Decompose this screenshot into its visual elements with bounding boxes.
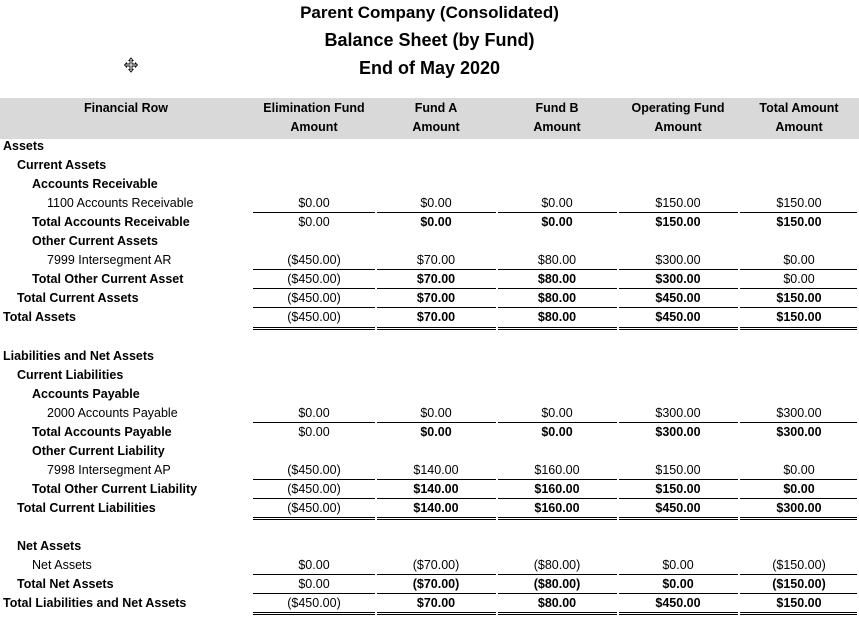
move-cursor-icon [124,57,138,73]
row-label: Liabilities and Net Assets [3,348,154,363]
amount-cell: $0.00 [298,405,330,420]
amount-cell: $300.00 [655,272,701,287]
amount-cell: $160.00 [534,462,580,477]
amount-cell: $0.00 [298,215,330,230]
table-row [0,213,859,232]
row-label: Net Assets [32,558,92,573]
amount-cell: $0.00 [420,405,452,420]
column-header-line2: Amount [775,120,823,134]
amount-cell: $150.00 [776,215,822,230]
column-header-3 [502,98,612,139]
amount-cell: $150.00 [655,215,701,230]
row-label: Other Current Assets [32,234,158,249]
amount-cell: $0.00 [541,196,573,211]
company-name: Parent Company (Consolidated) [300,3,559,22]
table-row [0,499,859,518]
amount-cell: ($70.00) [412,577,460,592]
table-row [0,156,859,175]
row-label: 2000 Accounts Payable [47,405,178,420]
double-underline [377,612,496,615]
amount-cell: $0.00 [298,558,330,573]
table-row [0,251,859,270]
column-header-line2: Amount [290,120,338,134]
amount-cell: $0.00 [298,424,330,439]
amount-cell: $70.00 [416,310,456,325]
column-header-4 [618,98,738,139]
amount-cell: $450.00 [655,310,701,325]
amount-cell: $140.00 [413,500,459,515]
amount-cell: $150.00 [776,291,822,306]
table-row [0,442,859,461]
column-header-line1: Financial Row [83,101,169,115]
amount-cell: ($450.00) [287,291,341,306]
amount-cell: $150.00 [776,196,822,211]
amount-cell: $140.00 [413,462,459,477]
amount-cell: ($450.00) [287,310,341,325]
amount-cell: $70.00 [416,253,456,268]
row-label: Total Assets [3,310,76,325]
amount-cell: $300.00 [655,253,701,268]
table-row [0,289,859,308]
table-row [0,175,859,194]
table-row [0,308,859,327]
table-row [0,232,859,251]
row-label: Total Current Liabilities [17,500,156,515]
amount-cell: $0.00 [420,215,452,230]
column-header-line2: Amount [412,120,460,134]
amount-cell: ($450.00) [287,253,341,268]
row-label: Current Liabilities [17,367,124,382]
amount-cell: ($70.00) [412,558,460,573]
amount-cell: $80.00 [537,596,577,611]
amount-cell: $70.00 [416,291,456,306]
amount-cell: $0.00 [662,577,694,592]
table-row [0,270,859,289]
amount-cell: ($150.00) [772,577,826,592]
row-label: Accounts Payable [32,386,140,401]
row-label: Total Accounts Payable [32,424,172,439]
row-label: Net Assets [17,539,82,554]
column-header-line1: Operating Fund [631,101,725,115]
amount-cell: $150.00 [655,462,701,477]
amount-cell: $300.00 [776,500,822,515]
amount-cell: ($150.00) [772,558,826,573]
amount-cell: $0.00 [298,577,330,592]
row-label: 7998 Intersegment AP [47,462,171,477]
amount-cell: $70.00 [416,596,456,611]
table-row [0,328,859,347]
amount-cell: $0.00 [783,481,815,496]
column-header-line2: Amount [533,120,581,134]
amount-cell: ($450.00) [287,481,341,496]
amount-cell: ($450.00) [287,272,341,287]
amount-cell: ($80.00) [533,577,581,592]
table-row [0,137,859,156]
row-label: 1100 Accounts Receivable [47,196,194,211]
row-label: Total Net Assets [17,577,114,592]
amount-cell: $150.00 [655,481,701,496]
column-header-line2: Amount [654,120,702,134]
amount-cell: $80.00 [537,253,577,268]
double-underline [619,612,738,615]
table-row [0,385,859,404]
table-row [0,347,859,366]
report-title: Balance Sheet (by Fund) [324,30,535,50]
table-row [0,404,859,423]
column-header-line1: Fund A [414,101,458,115]
amount-cell: $0.00 [783,462,815,477]
amount-cell: $0.00 [541,405,573,420]
amount-cell: $0.00 [662,558,694,573]
amount-cell: $150.00 [776,310,822,325]
report-period: End of May 2020 [358,58,501,78]
amount-cell: $0.00 [420,424,452,439]
double-underline [740,612,857,615]
row-label: Total Other Current Liability [32,481,198,496]
amount-cell: ($450.00) [287,596,341,611]
double-underline [498,612,617,615]
amount-cell: $70.00 [416,272,456,287]
amount-cell: $0.00 [783,253,815,268]
table-row [0,537,859,556]
amount-cell: $300.00 [655,405,701,420]
amount-cell: $300.00 [776,405,822,420]
column-header-5 [739,98,859,139]
amount-cell: $450.00 [655,596,701,611]
amount-cell: $80.00 [537,291,577,306]
row-label: Current Assets [17,158,107,173]
amount-cell: $80.00 [537,310,577,325]
table-row [0,594,859,613]
table-row [0,194,859,213]
row-label: Assets [3,139,44,153]
double-underline [253,612,375,615]
amount-cell: ($80.00) [533,558,581,573]
amount-cell: $0.00 [541,215,573,230]
amount-cell: $300.00 [776,424,822,439]
table-row [0,423,859,442]
column-header-band [0,98,859,139]
column-header-line1: Total Amount [759,101,839,115]
table-row [0,366,859,385]
amount-cell: $150.00 [776,596,822,611]
amount-cell: ($450.00) [287,500,341,515]
column-header-line1: Elimination Fund [263,101,365,115]
row-label: Total Current Assets [17,291,139,306]
table-row [0,461,859,480]
amount-cell: $0.00 [783,272,815,287]
table-row [0,556,859,575]
amount-cell: $450.00 [655,500,701,515]
column-header-1 [254,98,374,139]
amount-cell: $160.00 [534,500,580,515]
column-header-2 [381,98,491,139]
amount-cell: $0.00 [420,196,452,211]
row-label: Accounts Receivable [32,177,158,192]
amount-cell: $80.00 [537,272,577,287]
amount-cell: $450.00 [655,291,701,306]
amount-cell: $150.00 [655,196,701,211]
amount-cell: $0.00 [541,424,573,439]
row-label: Total Other Current Asset [32,272,184,287]
column-header-line1: Fund B [535,101,579,115]
column-header-0 [6,98,246,139]
amount-cell: $0.00 [298,196,330,211]
amount-cell: ($450.00) [287,462,341,477]
amount-cell: $160.00 [534,481,580,496]
amount-cell: $300.00 [655,424,701,439]
row-label: 7999 Intersegment AR [47,253,172,268]
table-row [0,518,859,537]
table-row [0,480,859,499]
row-label: Other Current Liability [32,443,165,458]
column-header-line2 [6,118,246,137]
row-label: Total Accounts Receivable [32,215,190,230]
row-label: Total Liabilities and Net Assets [3,596,187,611]
table-row [0,575,859,594]
amount-cell: $140.00 [413,481,459,496]
